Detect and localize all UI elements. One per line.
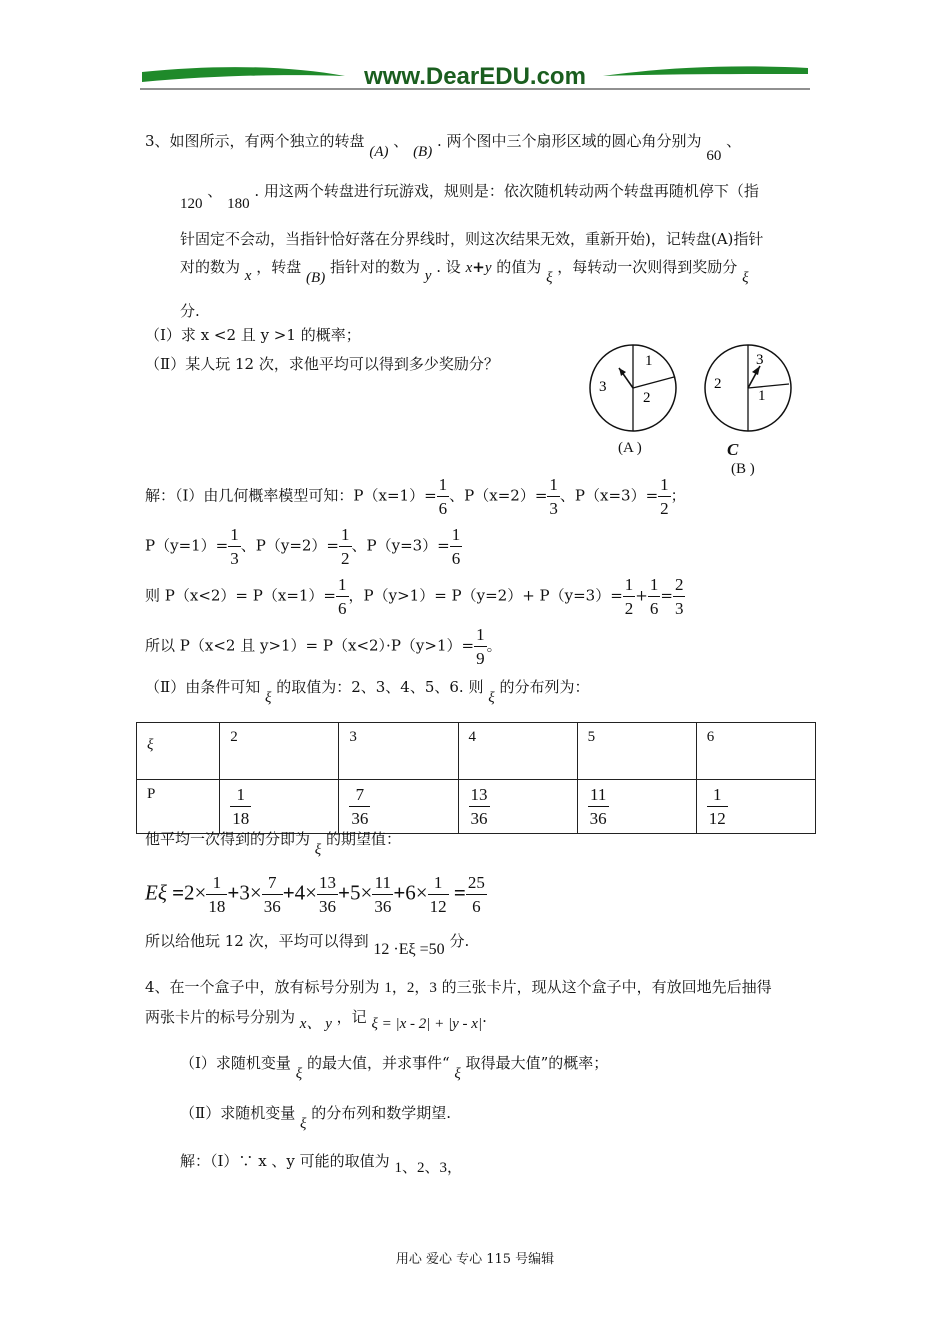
wheel-a-label: (A ): [618, 440, 642, 456]
header-right-swoosh: [603, 66, 808, 76]
sol3-final: 所以给他玩 12 次，平均可以得到 12 ·Eξ =50 分.: [145, 932, 470, 958]
p4-question2: （Ⅱ）求随机变量 ξ 的分布列和数学期望.: [180, 1104, 451, 1132]
wheel-b-label: (B ): [731, 461, 755, 477]
sol3-line1: 解：（Ⅰ）由几何概率模型可知：P（x=1）= $\frac{1}{6}$ 、P（x=2）= $\frac{1}{3}$ 、P（x=3）= $\frac{1}{2}$ ；: [145, 475, 686, 518]
table-row: ξ 2 3 4 5 6: [137, 723, 816, 780]
svg-text:2: 2: [643, 390, 651, 406]
sol3-line3: 则 P（x<2）= P（x=1）= $\frac{1}{6}$ ，P（y>1）= P（y=2）+ P（y=3）= $\frac{1}{2}$ + $\frac{1}{6}$ = $\frac{2}{3}$: [145, 575, 684, 618]
wheel-a: [585, 340, 681, 436]
header-left-swoosh: [142, 67, 345, 82]
svg-text:3: 3: [756, 352, 764, 368]
svg-text:2: 2: [714, 376, 722, 392]
sol3-avg: 他平均一次得到的分即为 ξ 的期望值：: [145, 830, 402, 858]
table-header-xi: ξ: [137, 723, 220, 780]
svg-text:3: 3: [599, 379, 607, 395]
p3-line4: 对的数为 x ，转盘 (B) 指针对的数为 y . 设 x+y 的值为 ξ ，每转动一次则得到奖励分 ξ: [180, 258, 749, 286]
header-logo-banner: [140, 58, 810, 94]
page-footer: 用心 爱心 专心 115 号编辑: [395, 1252, 555, 1267]
p4-question1: （Ⅰ）求随机变量 ξ 的最大值，并求事件“ ξ 取得最大值”的概率；: [180, 1054, 609, 1082]
sol3-line4: 所以 P（x<2 且 y>1）= P（x<2）·P（y>1）= $\frac{1}{9}$ 。: [145, 625, 502, 668]
p3-line2: 120 、 180 . 用这两个转盘进行玩游戏，规则是：依次随机转动两个转盘再随机停下（指: [180, 182, 759, 212]
wheel-b: [700, 340, 796, 436]
sol3-part2: （Ⅱ）由条件可知 ξ 的取值为：2、3、4、5、6. 则 ξ 的分布列为：: [145, 678, 590, 706]
p4-line1: 4、在一个盒子中，放有标号分别为 1，2，3 的三张卡片，现从这个盒子中，有放回地先后抽得: [145, 978, 772, 996]
p4-solution: 解：（Ⅰ）∵ x 、y 可能的取值为 1、2、3，: [180, 1152, 462, 1176]
p3-line5: 分.: [180, 302, 200, 320]
table-header-p: P: [137, 780, 220, 834]
sol3-line2: P（y=1）= $\frac{1}{3}$ 、P（y=2）= $\frac{1}{2}$ 、P（y=3）= $\frac{1}{6}$: [145, 525, 461, 568]
table-row: P $\frac{1}{18}$ $\frac{7}{36}$ $\frac{13}{36}$ $\frac{11}{36}$ $\frac{1}{12}$: [137, 780, 816, 834]
expectation-formula: Eξ =2× $\frac{1}{18}$ +3× $\frac{7}{36}$ +4× $\frac{13}{36}$ +5× $\frac{11}{36}$ +6× $\frac{1}{12}$ = $\frac{25}{6}$: [145, 873, 485, 916]
p4-line2: 两张卡片的标号分别为 x、 y ，记 ξ = |x - 2| + |y - x|.: [145, 1008, 487, 1032]
p3-question1: （Ⅰ）求 x <2 且 y >1 的概率；: [145, 326, 361, 344]
p3-line1: 3、如图所示，有两个独立的转盘 (A) 、 (B) . 两个图中三个扇形区域的圆心角分别为 60 、: [145, 132, 742, 164]
svg-text:1: 1: [758, 388, 766, 404]
p3-question2: （Ⅱ）某人玩 12 次，求他平均可以得到多少奖励分？: [145, 355, 499, 373]
p3-line3: 针固定不会动，当指针恰好落在分界线时，则这次结果无效，重新开始)，记转盘(A)指针: [180, 230, 764, 248]
wheel-b-c-label: C: [727, 440, 739, 459]
distribution-table: [136, 722, 816, 834]
svg-text:1: 1: [645, 353, 653, 369]
header-logo-text: www.DearEDU.com: [364, 63, 586, 90]
